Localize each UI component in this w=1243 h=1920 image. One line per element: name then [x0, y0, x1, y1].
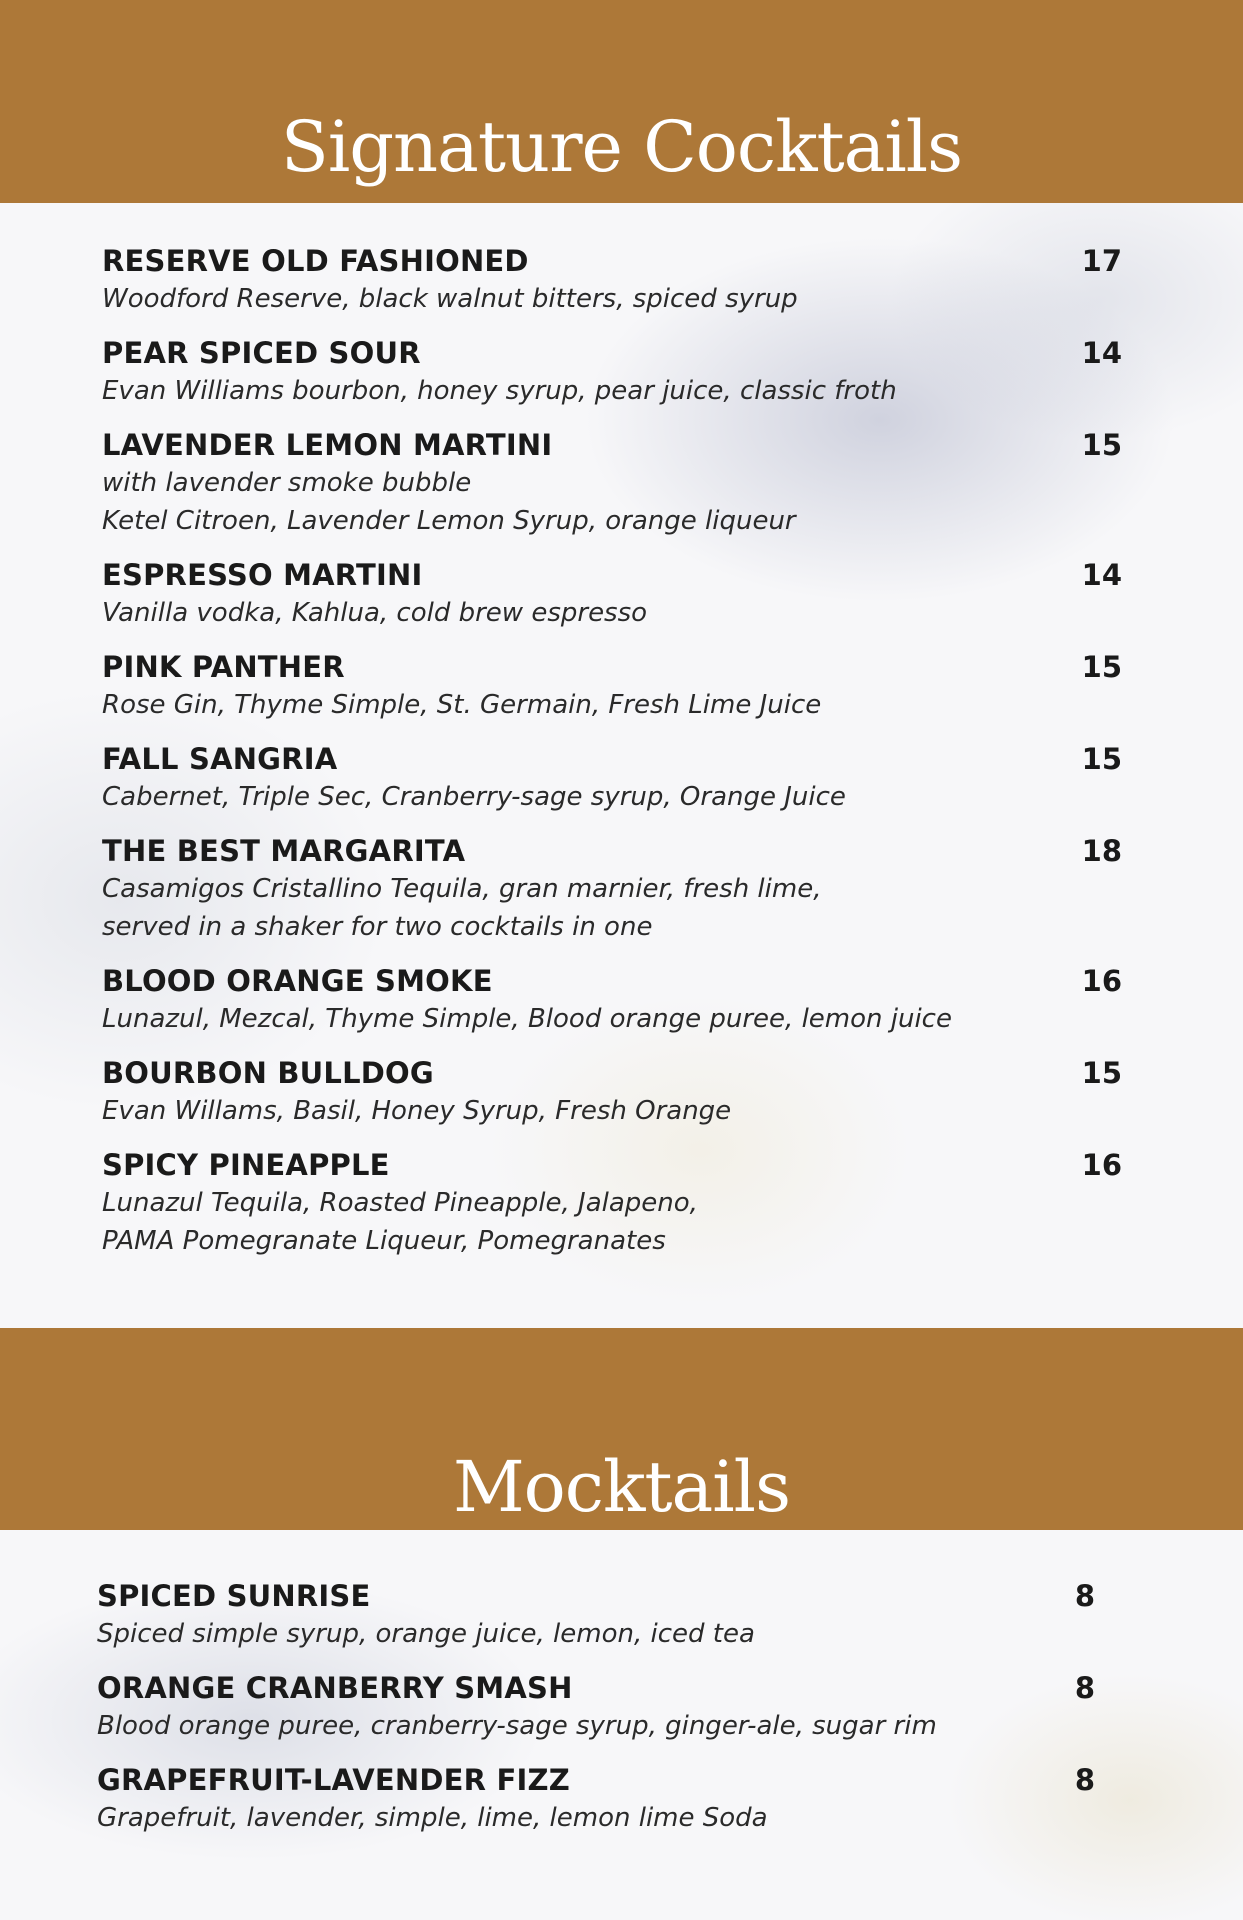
item-description: Vanilla vodka, Kahlua, cold brew espresso [102, 598, 648, 628]
item-description: with lavender smoke bubble Ketel Citroen, Lavender Lemon Syrup, orange liqueur [102, 468, 796, 536]
menu-item [102, 334, 1122, 410]
cocktail-list [102, 242, 1122, 1276]
item-price: 15 [1081, 428, 1122, 462]
item-name: BOURBON BULLDOG [102, 1056, 434, 1090]
menu-item [102, 740, 1122, 816]
item-name: RESERVE OLD FASHIONED [102, 244, 529, 278]
item-name: THE BEST MARGARITA [102, 834, 466, 868]
menu-item [102, 648, 1122, 724]
item-description: Casamigos Cristallino Tequila, gran marnier, fresh lime, served in a shaker for two cocktails in one [102, 874, 822, 942]
item-price: 15 [1081, 1056, 1122, 1090]
item-description: Spiced simple syrup, orange juice, lemon, iced tea [97, 1619, 755, 1649]
menu-item [102, 1054, 1122, 1130]
menu-item [102, 426, 1122, 540]
item-name: PINK PANTHER [102, 650, 345, 684]
menu-item [102, 1146, 1122, 1260]
item-description: Lunazul Tequila, Roasted Pineapple, Jalapeno, PAMA Pomegranate Liqueur, Pomegranates [102, 1188, 698, 1256]
item-price: 8 [1074, 1763, 1095, 1797]
menu-item [97, 1577, 1095, 1653]
item-description: Grapefruit, lavender, simple, lime, lemon lime Soda [97, 1803, 768, 1833]
item-price: 16 [1081, 1148, 1122, 1182]
item-price: 14 [1081, 336, 1122, 370]
item-price: 18 [1081, 834, 1122, 868]
item-price: 15 [1081, 650, 1122, 684]
mocktail-list [97, 1577, 1095, 1853]
item-description: Blood orange puree, cranberry-sage syrup, ginger-ale, sugar rim [97, 1711, 937, 1741]
item-price: 15 [1081, 742, 1122, 776]
item-price: 8 [1074, 1671, 1095, 1705]
item-description: Lunazul, Mezcal, Thyme Simple, Blood orange puree, lemon juice [102, 1004, 952, 1034]
item-price: 8 [1074, 1579, 1095, 1613]
item-name: LAVENDER LEMON MARTINI [102, 428, 553, 462]
item-price: 17 [1081, 244, 1122, 278]
item-name: ORANGE CRANBERRY SMASH [97, 1671, 573, 1705]
item-description: Cabernet, Triple Sec, Cranberry-sage syrup, Orange Juice [102, 782, 846, 812]
menu-item [97, 1669, 1095, 1745]
menu-item [102, 242, 1122, 318]
item-description: Rose Gin, Thyme Simple, St. Germain, Fresh Lime Juice [102, 690, 822, 720]
item-price: 16 [1081, 964, 1122, 998]
section-title-cocktails: Signature Cocktails [280, 106, 963, 188]
item-name: BLOOD ORANGE SMOKE [102, 964, 493, 998]
item-name: SPICED SUNRISE [97, 1579, 371, 1613]
item-description: Evan Williams bourbon, honey syrup, pear juice, classic froth [102, 376, 897, 406]
item-description: Woodford Reserve, black walnut bitters, spiced syrup [102, 284, 798, 314]
menu-item [102, 962, 1122, 1038]
item-name: PEAR SPICED SOUR [102, 336, 421, 370]
menu-item [102, 832, 1122, 946]
menu-item [102, 556, 1122, 632]
item-price: 14 [1081, 558, 1122, 592]
item-description: Evan Willams, Basil, Honey Syrup, Fresh Orange [102, 1096, 732, 1126]
menu-item [97, 1761, 1095, 1837]
item-name: SPICY PINEAPPLE [102, 1148, 390, 1182]
item-name: GRAPEFRUIT-LAVENDER FIZZ [97, 1763, 570, 1797]
item-name: FALL SANGRIA [102, 742, 338, 776]
header-band-cocktails [0, 0, 1243, 203]
section-title-mocktails: Mocktails [452, 1446, 790, 1528]
item-name: ESPRESSO MARTINI [102, 558, 423, 592]
